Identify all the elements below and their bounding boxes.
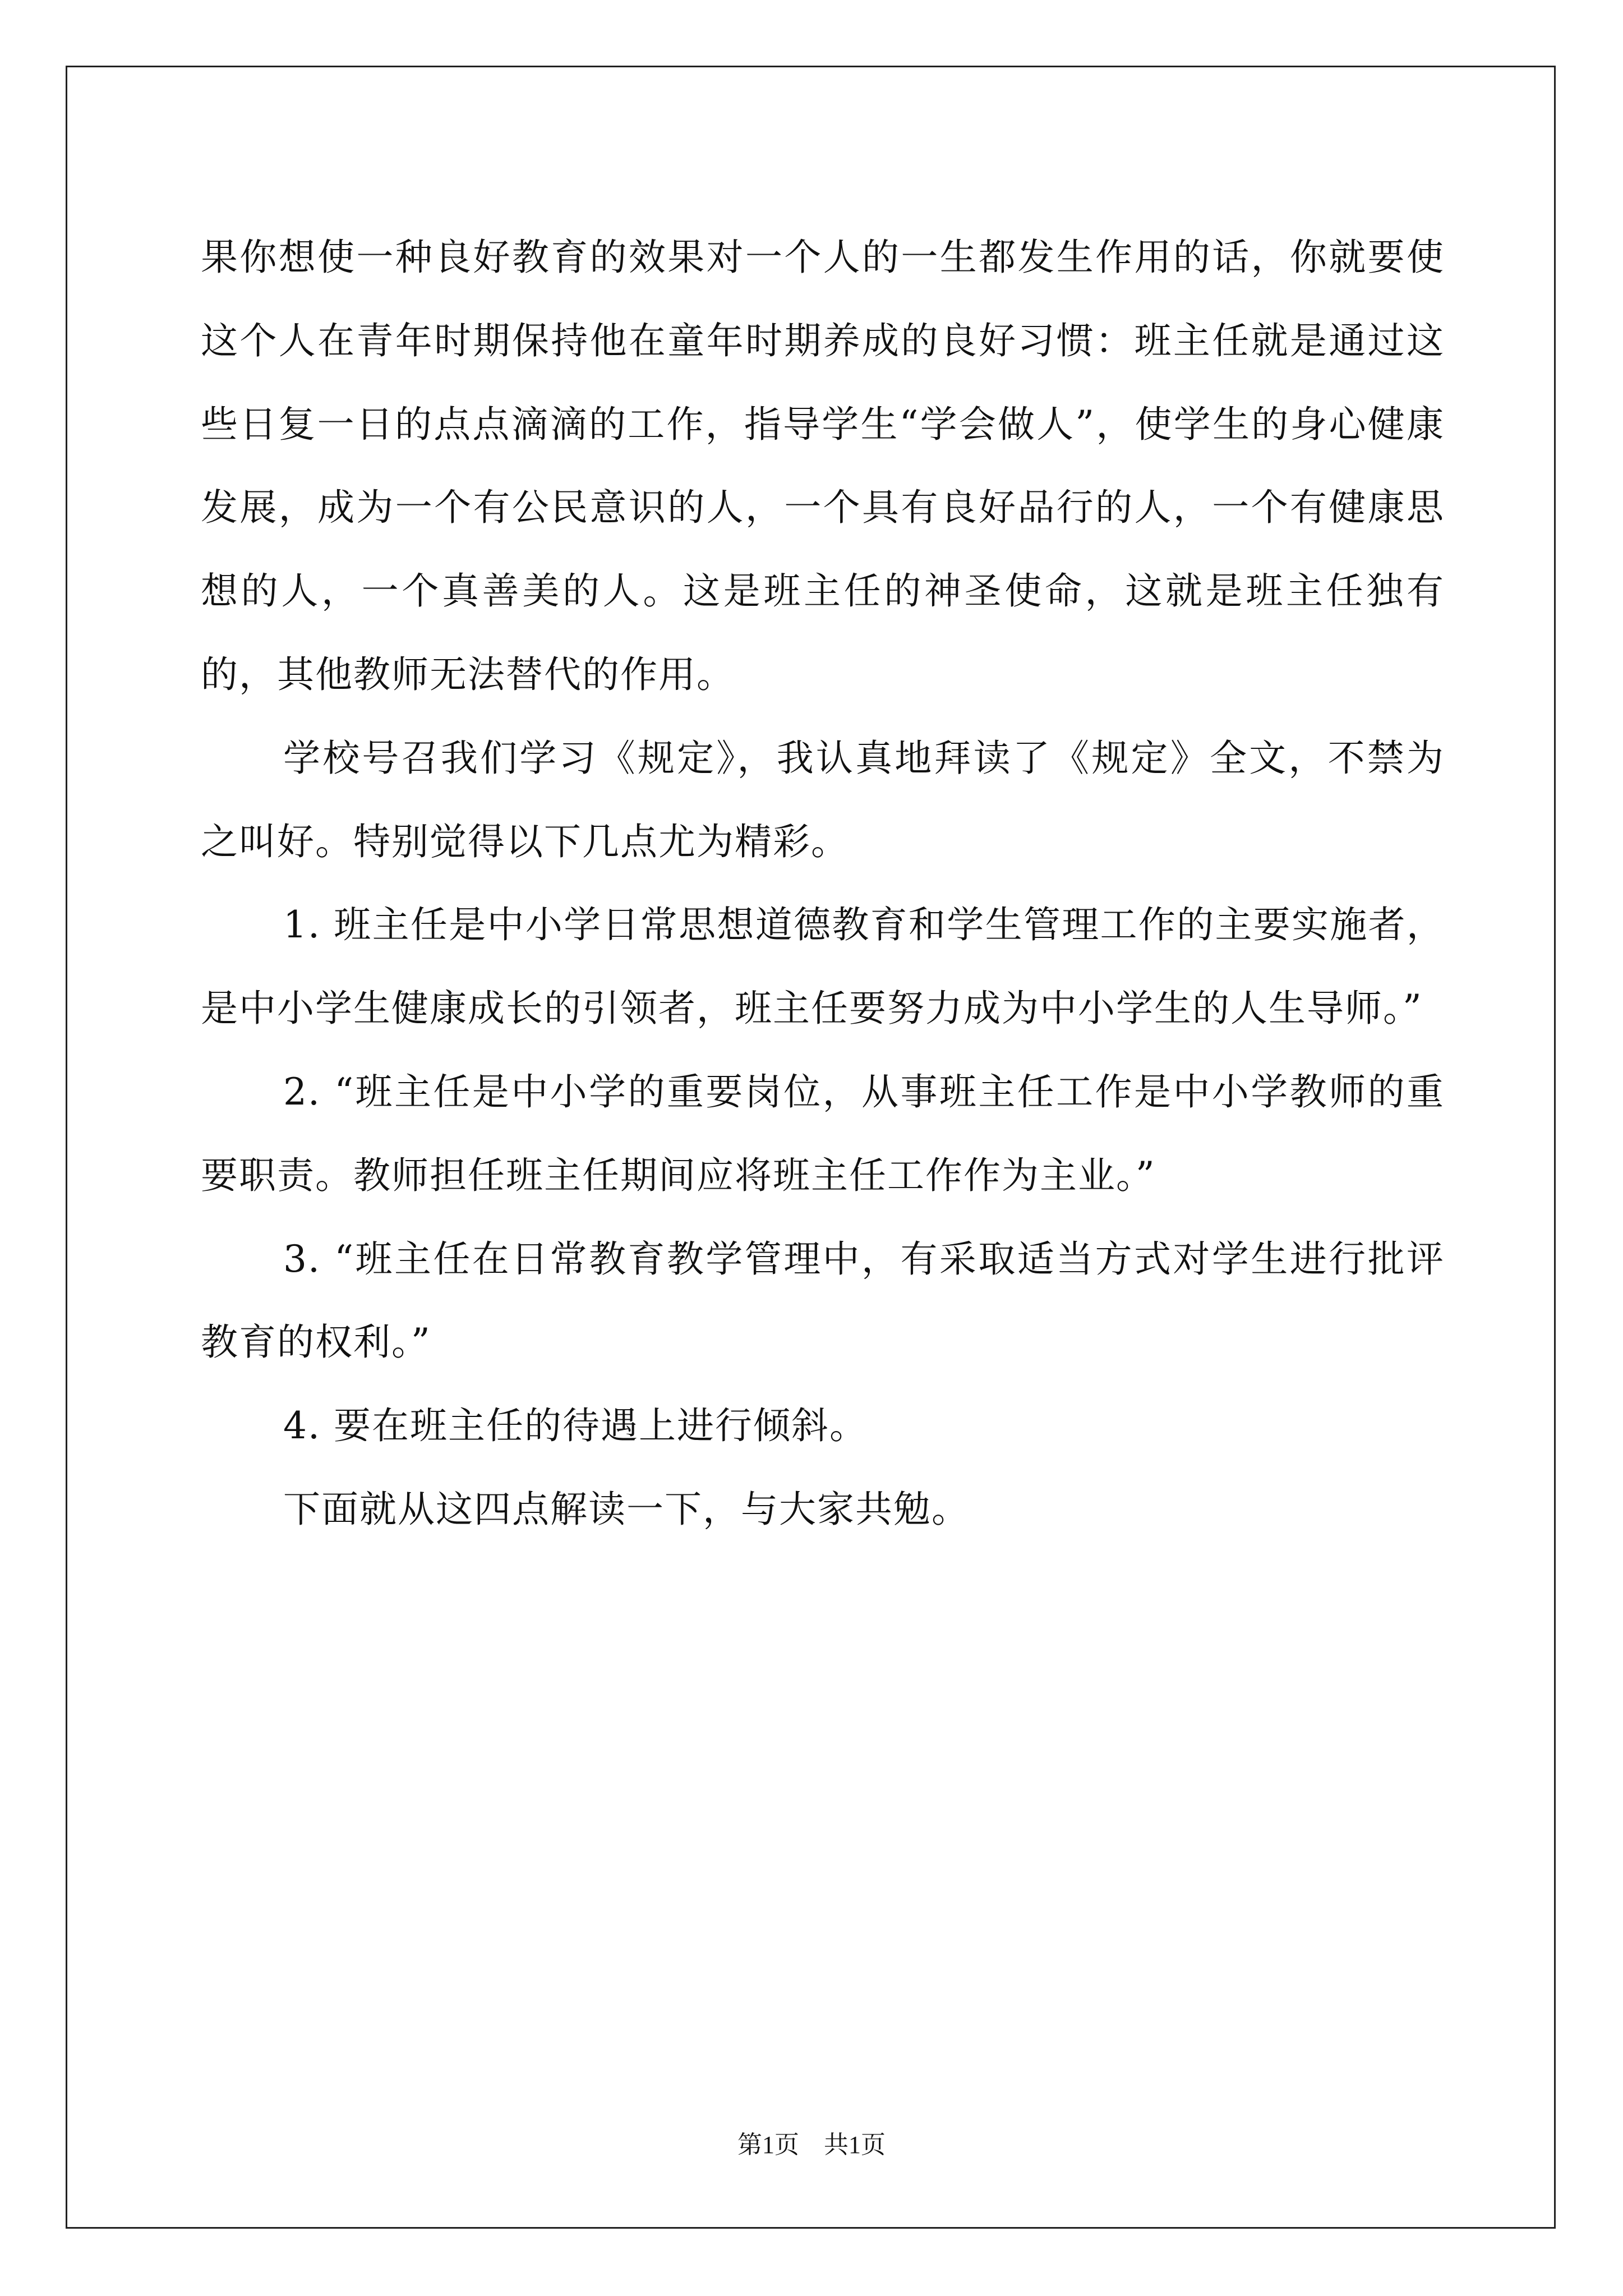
paragraph-3: 1. 班主任是中小学日常思想道德教育和学生管理工作的主要实施者，是中小学生健康成长的引领者，班主任要努力成为中小学生的人生导师。”	[201, 903, 1445, 1030]
document-body	[201, 216, 1445, 1552]
paragraph-2: 学校号召我们学习《规定》，我认真地拜读了《规定》全文，不禁为之叫好。特别觉得以下几点尤为精彩。	[201, 736, 1445, 863]
page-total: 共1页	[824, 2131, 886, 2159]
paragraph-4: 2. “班主任是中小学的重要岗位，从事班主任工作是中小学教师的重要职责。教师担任班主任期间应将班主任工作作为主业。”	[201, 1070, 1445, 1197]
paragraph-6: 4. 要在班主任的待遇上进行倾斜。	[283, 1404, 868, 1448]
paragraph-7: 下面就从这四点解读一下，与大家共勉。	[283, 1487, 970, 1531]
page-number: 第1页	[737, 2131, 799, 2159]
page-footer	[0, 2128, 1623, 2162]
paragraph-5: 3. “班主任在日常教育教学管理中，有采取适当方式对学生进行批评教育的权利。”	[201, 1237, 1445, 1364]
paragraph-1: 果你想使一种良好教育的效果对一个人的一生都发生作用的话，你就要使这个人在青年时期保持他在童年时期养成的良好习惯：班主任就是通过这些日复一日的点点滴滴的工作，指导学生“学会做人”，使学生的身心健康发展，成为一个有公民意识的人，一个具有良好品行的人，一个有健康思想的人，一个真善美的人。这是班主任的神圣使命，这就是班主任独有的，其他教师无法替代的作用。	[201, 236, 1445, 696]
